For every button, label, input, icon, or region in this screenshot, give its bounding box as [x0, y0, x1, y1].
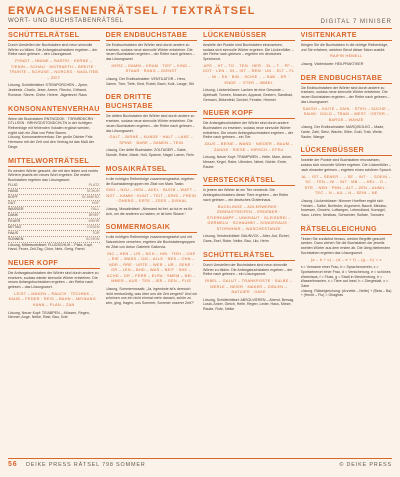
- puzzle-title: SCHÜTTELRÄTSEL: [8, 30, 100, 41]
- fill-right-word: BRIEF: [88, 212, 100, 217]
- puzzle-title: DER ENDBUCHSTABE: [106, 30, 198, 41]
- puzzle-title: NEUER KOPF: [8, 258, 100, 269]
- puzzle-instructions: Die Anfangsbuchstaben der Wörter sind durch andere Buchstaben zu ersetzen, sodass neue sinnvolle Wörter entstehen. Die neuen Anfangsbuchstaben ergeben – der Reihe nach gelesen – ein Tier.: [203, 121, 294, 140]
- puzzle-instructions: Die dritten Buchstaben der Wörter sind durch andere zu ersetzen, sodass neue sinnvolle Wörter entstehen. Die neuen Buchstaben ergeben – der Reihe nach gelesen – das Lösungswort.: [105, 114, 195, 133]
- puzzle-solution: Lösung, Mittelworträtsel: FLUGSCHUH – Platz, Kopf, Hand, Feuer, Zeil-Tag, Chiur, Netz, Gerig, Pamd: [8, 242, 93, 252]
- page-section-label: DIGITAL 7 MINISER: [320, 19, 392, 25]
- puzzle-instructions: Anstelle der Punkte sind Buchstaben einzusetzen, sodass sich sinnvolle Wörter ergeben. Die Lückenfüller – der Reihe nach gelesen – ergeben ein deutsches Sprichwort.: [203, 43, 294, 62]
- puzzle-solution: Lösung, Mosaikrätsel: „Niemand ist frei, so tut er es für sich, um die anderen zu haben, er ist kein Sklave.“: [105, 207, 193, 216]
- puzzle-instructions: Finden Sie zunächst heraus, welche Begriffe gesucht werden. Dann ziehen Sie die Buchstaben der jeweils zweiten Wörter aus dem ersten ab. Die übrig bleibenden Buchstaben ergeben das Lösungswort.: [300, 236, 391, 255]
- fill-right-word: PLATZ: [88, 182, 100, 187]
- puzzle-content: APE .. HT – TO .. TEN · HER .. EL – T .. PF – DOT · LEN .. IN – IST .. REM · UN .. ELT – FL .. NI .. EK · BIN .. SCHIE .. – SAB .. ER · ENDE ... STER – IMMEL: [203, 63, 295, 85]
- puzzle-title: SOMMERMOSAIK: [106, 222, 198, 233]
- puzzle-content: RAIFIN HEMELL: [329, 54, 363, 59]
- fill-left-word: HAUS: [8, 230, 18, 235]
- puzzle-solution: Lösung, Neuer Kopf: TRAMPWEN – Helle, Mam, Anker, Messer, Kegel, Rabe, Ufenden, Nebel, Nichte, Ernte, Raube: [203, 155, 293, 169]
- puzzle-box: [8, 156, 100, 253]
- puzzle-box: [106, 92, 198, 157]
- puzzle-content: ZAUS – BEINE – WAND · NIEDER – BAUM – ZANGE · RIESE – HIRSCH – EFEU: [204, 142, 294, 152]
- puzzle-solution: Lösung, Lückenbüsser: Lachen ist eine Gesunde – Apfelsaft, Tonnen, Museum, Apparat, Gestern, Sandbad, Gemach, Birkenfeld, Deckel, Fenster, Himmel: [203, 88, 294, 102]
- fill-right-word: TÜR: [92, 230, 100, 235]
- puzzle-solution-extra: Lösung, Rätselgleichung: (Annette – Nette) + (Beta – Ba) + (Hecht – Flu) = Ghaghas: [300, 288, 392, 298]
- fill-right-word: FALL: [91, 206, 100, 211]
- puzzle-title: NEUER KOPF: [203, 108, 295, 119]
- column-3: [203, 30, 295, 458]
- column-1: [8, 30, 100, 458]
- fill-right-word: SCHUH: [86, 188, 100, 193]
- puzzle-solution: Lösung, Der Endbuchstabe: VENTILATOR – Hero, Damm, Trier, Tiefe, Kind, Rubel, Bach, Kolk, Lauge, Stir: [105, 77, 194, 86]
- puzzle-content: PONDT – NNIME – RARTEI · KERNE – TIENIN – SCHAU · WSTRAETH – BREITE · TRÜNTE – SCHÜSE – NORCEG · NAGLITEB – ZEIT: [9, 59, 99, 80]
- column-2: [106, 30, 198, 458]
- puzzle-solution: Lösung, Der dritte Buchstabe: ZOLTAGER – Gabe, Stunde, Rabe, Made, Holl, Spanne, Nagel, Lamm, Rein: [105, 148, 194, 158]
- puzzle-content: RIBEL – GALUT – TRANKPOSTE · SALBE – MERLE – NEIER · MAKER – GIBLEN – NATUIER · GAKE: [205, 279, 293, 295]
- fill-left-word: KOPF: [8, 194, 18, 199]
- puzzle-title: VISITENKARTE: [301, 30, 393, 41]
- puzzle-instructions: In die richtigen Reihenfolge zusammengesetzt und mit Satzzeichen versehen, ergeben die Buchstabengruppen ein Zitat von Anton Gabriele Galiorvia.: [105, 235, 196, 249]
- puzzle-title: DER DRITTE BUCHSTABE: [106, 92, 198, 112]
- copyright: © DEIKE PRESS: [339, 462, 392, 468]
- puzzle-box: [203, 108, 295, 169]
- puzzle-solution: Lösung, Sommermosaik: „Ja, irgendwie ist's dennoch nicht merkwürdig, was über uns die Zeit zergeht? Und wir scheinen uns ein nicht einmal mehr danach, schön zu sein, ging, fragen, uns Sommer, Sommer unserer Zeit?“: [105, 287, 197, 306]
- puzzle-box: [301, 145, 393, 217]
- puzzle-instructions: In jedem der Wörter ist ein Tier versteckt. Die Anfangsbuchstaben dieser Tiere ergeben – der Reihe nach gelesen – ein deutsches Grafenhaus.: [203, 188, 289, 202]
- puzzle-box: [203, 250, 295, 312]
- puzzle-solution: Lösung, Visitenkarte: HEILPRAKTIKER: [300, 62, 364, 66]
- puzzle-instructions: Durch Umstellen der Buchstaben sind neun sinnvolle Wörter zu bilden. Die Anfangsbuchstaben ergeben – der Reihe nach gelesen – den Lösungswort.: [8, 43, 98, 57]
- puzzle-solution: a = Vorname einer Frau, b = Sprachenverein, c = Sportartnerort einer Frau, d = Versicherung, e = schönes Warenlaus, f = Fluss, g = Stadt in Mecklenburg, h = Wasserlimanien, x = Tiere auf Insel, h = Ziergestalt, x = Gabe: [300, 265, 391, 288]
- puzzle-box: [301, 30, 393, 67]
- puzzle-columns: [8, 30, 392, 458]
- puzzle-instructions: Es werden Wörter gesucht, die mit den linken und rechts Wörtern jeweils ein neues Wort ergeben. Die ersten Buchstaben ergeben das Lösungswort.: [8, 168, 99, 182]
- fill-right-word: SCHEIN: [85, 236, 100, 241]
- puzzle-content: BUCKLINGE – ADLERWERKE · ZEBRASTREIFEN – ERDEBER · STIERKAMPF – UNKRAUT · GLEISDREI – GERMELU · SCHAUMEI – SONDERAUS · STORMHÄR – WÄSCHESTANZE: [206, 204, 291, 231]
- fill-left-word: MITTAG: [8, 224, 22, 229]
- puzzle-instructions: In die richtigen Reihenfolge zusammengesetzt, ergeben die Buchstabengruppen ein Zitat von Mark Twain.: [105, 176, 195, 186]
- fill-right-word: ESSEN: [87, 224, 100, 229]
- puzzle-instructions: Durch Umstellen der Buchstaben sind neun sinnvolle Wörter zu bilden. Die Anfangsbuchstaben ergeben – der Reihe nach gelesen – ein Lösungswort.: [203, 262, 293, 277]
- puzzle-box: [106, 164, 198, 217]
- page-number: 56: [8, 461, 18, 468]
- puzzle-solution: Lösung, Lückenbüsser: Nimmer Hoeffner ergibt sich Frieden – Salbe, Burfinder, Argument, Bauxit, Miniatur, Anwesen, Gewehr, Luftwegen, Lebendland, Konsigel, Haus, Leben, Nestbau, Schwester, Sulfate, Tuesden: [300, 198, 388, 217]
- puzzle-title: DER ENDBUCHSTABE: [301, 73, 393, 84]
- fill-left-word: HAND: [8, 188, 19, 193]
- puzzle-instructions: Bringen Sie die Buchstaben in die richtige Reihenfolge, und Sie erfahren, welchen Beruf dieser Mann ausübt.: [300, 43, 389, 52]
- puzzle-solution: Lösung, Versteckrätsel: BAUNVCK – Alter, Aut, Eichel, Gans, Esel, Robe, Nelke, Bau, Lilo, Helm: [203, 234, 290, 244]
- puzzle-instructions: Die Endbuchstaben der Wörter sind durch andere zu ersetzen, sodass neue sinnvolle Wörter entstehen. Die neuen Buchstaben ergeben – der Reihe nach gelesen – das Lösungswort.: [300, 85, 390, 104]
- puzzle-title: LÜCKENBÜSSER: [301, 145, 393, 156]
- fill-left-word: FLUG: [8, 182, 18, 187]
- column-4: [301, 30, 393, 458]
- fill-right-word: WEHR: [88, 218, 100, 223]
- page-title: ERWACHSENENRÄTSEL / TEXTRÄTSEL: [8, 5, 256, 17]
- fill-right-word: HOF: [91, 200, 100, 205]
- puzzle-content: (a – b + c) – (d – e + f) – (g – h) = x: [310, 257, 382, 262]
- fill-right-word: SCHMERZ: [81, 194, 100, 199]
- fill-left-word: FEUER: [8, 218, 21, 223]
- puzzle-content: LEIST – MAKEN – RAUCH · TECHNIK – KAUB – FEDER · REIS – BAHN – MEINUNG · KANN – PLAN – ZAN: [8, 291, 99, 308]
- puzzle-solution: Lösung, Neuer Kopf: TEIABPEN – Müssen, Regen, Nenner, Auge, Nelke, Rast, Bau, Gott: [8, 310, 90, 320]
- puzzle-box: [8, 30, 100, 98]
- puzzle-solution: Lösung, Schüttelrätsel: ABSOLVIEREN – Abend, Bersag, Lusia, Anker, Gleich, Helle, Regen, Leder, Haus, Mieze, Rauke, Rufe, Nelke: [203, 297, 295, 312]
- puzzle-title: KONSONANTENVERHAU: [8, 103, 100, 113]
- puzzle-box: [8, 104, 100, 150]
- puzzle-solution: Lösung, Der Endbuchstabe: MARQISOLKO – Made, Kante, Zahl, Stelz, Wache, Silbe, Gold, Trab, Weite, Raube, Wange: [300, 125, 385, 139]
- publication-name: DEIKE PRESS RÄTSEL 798 SOMMER: [26, 462, 146, 468]
- puzzle-instructions: Anstelle der Punkte sind Buchstaben einzusetzen, sodass sich sinnvolle Wörter ergeben. Die Lückenfüller – nach einander gelesen – ergeben einen schönen Spruch.: [300, 158, 392, 172]
- puzzle-box: [8, 258, 100, 320]
- page-header: [8, 5, 392, 24]
- puzzle-instructions: Die Anfangsbuchstaben der Wörter sind durch andere zu ersetzen, sodass wieder sinnvolle Wörter entstehen. Die neuen Anfangsbuchstaben ergeben – der Reihe nach gelesen – das Lösungswort.: [8, 271, 99, 290]
- puzzle-title: LÜCKENBÜSSER: [203, 30, 295, 41]
- puzzle-instructions: Wenn die Buchstaben RNTNGDOK · TSRNRDKCRN · DTLLSSN · BRHVGDSTGNDCHLTN in der richtigen Reihenfolge mit fehlenden Vokalen ergänzt werden, ergibt sich ein Zitat von Peter Bamm.: [8, 116, 96, 135]
- puzzle-title: MOSAIKRÄTSEL: [106, 164, 198, 175]
- puzzle-box: [106, 30, 198, 86]
- puzzle-title: RÄTSELGLEICHUNG: [301, 224, 393, 235]
- puzzle-box: [203, 175, 295, 243]
- fill-left-word: SONNEN: [8, 236, 24, 241]
- puzzle-content: AL .. IST – SENER .. – SE .. INT · .. SOEIN – SC .. TEN – NI .. INT · MB .. – HEL .. D – STR .. NEN · PMN – ALT – ZEN – AUMIL · TEC .. N – AIL – N – SEIN – NE: [301, 174, 392, 196]
- puzzle-solution: Lösung, Konsonantenverhau: Der große Dichter Fritz Hermann mit der Zeit und den Vertrag ist das Maß der Dinge.: [8, 135, 95, 149]
- fill-left-word: GUT: [8, 200, 16, 205]
- fill-left-word: WASSER: [8, 206, 24, 211]
- puzzle-box: [301, 73, 393, 140]
- puzzle-content: SAKSH – KAITE – ZAHL · STEH – SUCHE – SAUM · GOLD – TRAM – WEST · OSTER – BARGE – WANZE: [302, 106, 390, 122]
- footer-rule: [8, 458, 392, 459]
- puzzle-box: [203, 30, 295, 102]
- puzzle-content: EBO – NZU – HEN – AKEL · BLEIB – WAFT – NOT – KAMM · KUNT – TEIT – ERIS – FREIN · ÖHERG – ERTE – ZSES – DISKAL: [106, 188, 197, 204]
- puzzle-box: [106, 222, 198, 305]
- puzzle-content: GALT – BIRNE – KUNDE · HALT – LAKE – SPINE · BARE – SAMEN – TEIN: [109, 135, 194, 145]
- fill-left-word: DANK: [8, 212, 18, 217]
- puzzle-content: HERZ – DAMM – KRAM · TIEF – KIND – STAAR · RANG – DIENST: [111, 63, 192, 74]
- header-rule: [8, 28, 392, 29]
- puzzle-title: VERSTECKRÄTSEL: [203, 175, 295, 186]
- puzzle-box: [301, 224, 393, 298]
- puzzle-title: SCHÜTTELRÄTSEL: [203, 250, 295, 261]
- puzzle-solution: Lösung, Schüttelrätsel: STEINPORCHEN – Zpem, Jeabesle, Charlo, Jeser, Arrere, Fliecho, Orthand, Romece, Stevre, Chirte, Heiere, Jägertezel, Raus: [8, 83, 89, 97]
- puzzle-content: INC – HEN – LIR – NCH – HIN · TIEH – CHE – RIE – WASS – DM – ALLE · NES – OHN – NDR – RRE · URTE – WER – UR – SENS · DR – LEN – BHD – WAS – NEIT · SHE – ACHD – DR – FERR – ELRA · SMEM – NEI – MMER – AUS · TEN – IER – GEN – FLIE: [106, 251, 196, 284]
- page-subtitle: WORT- UND BUCHSTABENRÄTSEL: [8, 18, 124, 24]
- puzzle-instructions: Die Endbuchstaben der Wörter sind durch andere zu ersetzen, sodass neue sinnvolle Wörter entstehen. Die neuen Buchstaben ergeben – der Reihe nach gelesen – das Lösungswort.: [105, 43, 195, 62]
- puzzle-title: MITTELWORTRÄTSEL: [8, 156, 100, 167]
